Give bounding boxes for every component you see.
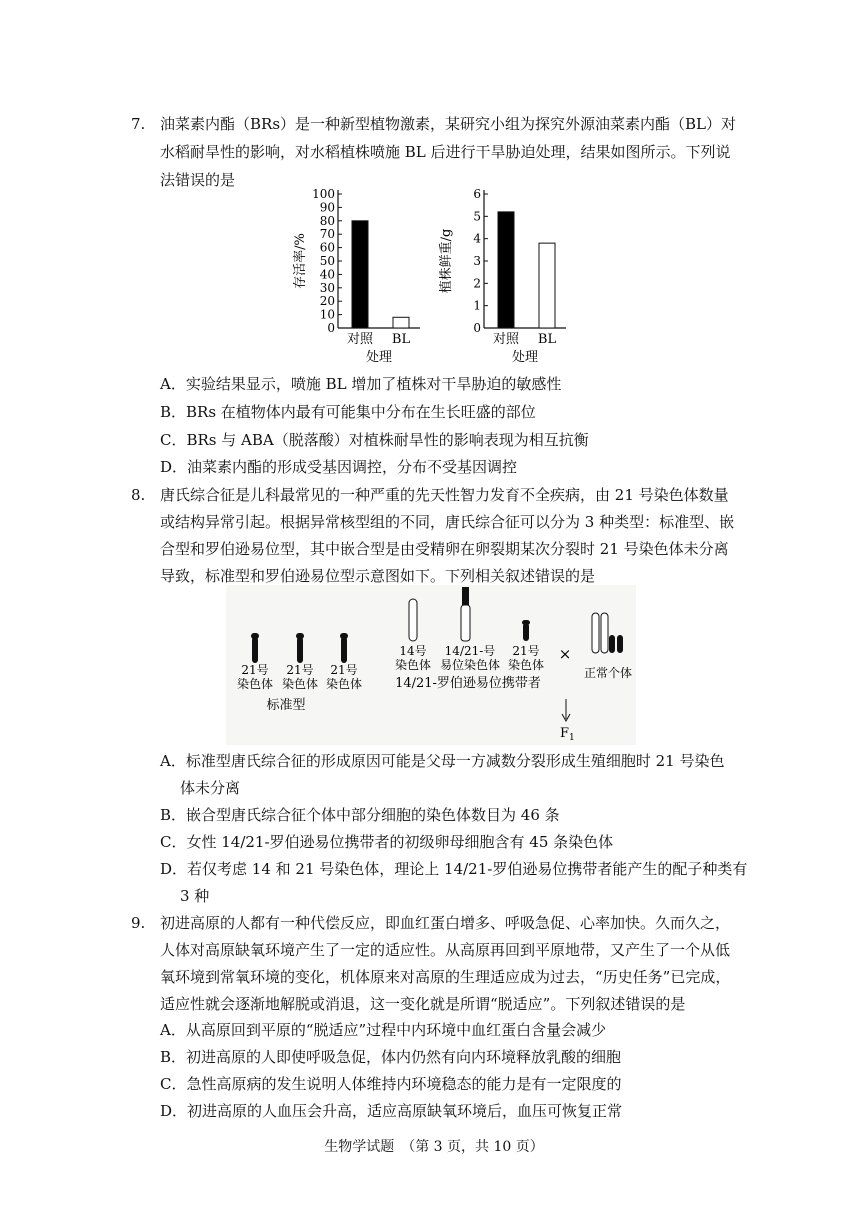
chr21-label: 染色体	[507, 658, 545, 672]
y-tick-label: 6	[473, 187, 481, 201]
f1-label: $F_1$	[560, 726, 575, 743]
fresh-weight-chart	[432, 186, 582, 370]
chr1421-label: 易位染色体	[439, 658, 501, 672]
question-9-stem-line: 人体对高原缺氧环境产生了一定的适应性。从高原再回到平原地带，又产生了一个从低	[160, 941, 731, 959]
chr14-label: 14号	[399, 644, 427, 658]
cross-symbol: ×	[558, 645, 572, 663]
karyotype-diagram	[226, 585, 636, 745]
category-label: 对照	[492, 332, 520, 347]
question-9-number: 9.	[131, 914, 146, 932]
x-axis-label: 处理	[365, 350, 393, 365]
question-9-stem-line: 适应性就会逐渐地解脱或消退，这一变化就是所谓“脱适应”。下列叙述错误的是	[160, 995, 686, 1013]
carrier-label: 14/21-罗伯逊易位携带者	[395, 676, 541, 691]
question-9-stem-line: 初进高原的人都有一种代偿反应，即血红蛋白增多、呼吸急促、心率加快。久而久之，	[160, 914, 731, 932]
chromosome-21	[296, 633, 304, 663]
normal-individual-label: 正常个体	[583, 666, 633, 680]
y-tick-label: 100	[312, 187, 335, 201]
question-8-stem-line: 或结构异常引起。根据异常核型组的不同，唐氏综合征可以分为 3 种类型：标准型、嵌	[160, 513, 735, 531]
y-tick-label: 60	[319, 240, 335, 255]
y-tick-label: 3	[473, 254, 481, 268]
y-tick-label: 4	[473, 231, 481, 246]
question-8-stem-line: 导致，标准型和罗伯逊易位型示意图如下。下列相关叙述错误的是	[160, 567, 596, 585]
question-8-stem-line: 唐氏综合征是儿科最常见的一种严重的先天性智力发育不全疾病，由 21 号染色体数量	[160, 486, 729, 504]
question-7-stem-line: 油菜素内酯（BRs）是一种新型植物激素，某研究小组为探究外源油菜素内酯（BL）对	[160, 115, 737, 133]
survival-rate-chart	[286, 186, 436, 370]
y-tick-label: 0	[473, 321, 481, 335]
y-tick-label: 1	[473, 298, 481, 313]
question-8-option-a: A．标准型唐氏综合征的形成原因可能是父母一方减数分裂形成生殖细胞时 21 号染色	[160, 752, 725, 770]
chr21-label: 21号	[330, 663, 358, 677]
chr21-label: 21号	[241, 663, 269, 677]
y-axis-label: 存活率/%	[293, 233, 308, 289]
question-8-option-a-cont: 体未分离	[180, 779, 241, 797]
question-8-option-d-cont: 3 种	[180, 887, 210, 905]
y-tick-label: 70	[319, 227, 335, 242]
question-7-option-a: A．实验结果显示，喷施 BL 增加了植株对干旱胁迫的敏感性	[160, 375, 562, 393]
question-9-option-d: D．初进高原的人血压会升高，适应高原缺氧环境后，血压可恢复正常	[160, 1102, 623, 1120]
translocation-chromosome-14-21	[461, 587, 470, 641]
x-axis-label: 处理	[511, 350, 539, 365]
y-tick-label: 50	[319, 254, 335, 268]
page-footer: 生物学试题 （第 3 页，共 10 页）	[324, 1139, 544, 1155]
y-tick-label: 2	[473, 276, 481, 291]
chr1421-label: 14/21-号	[444, 644, 496, 658]
chr21-label: 染色体	[236, 677, 274, 691]
y-axis-label: 植株鲜重/g	[439, 228, 454, 294]
y-tick-label: 30	[319, 280, 335, 295]
question-8-number: 8.	[131, 486, 146, 504]
bar	[352, 221, 368, 328]
standard-type-label: 标准型	[266, 698, 306, 713]
question-8-option-c: C．女性 14/21-罗伯逊易位携带者的初级卵母细胞含有 45 条染色体	[160, 833, 614, 851]
question-7-stem-line: 法错误的是	[160, 171, 236, 189]
question-8-option-b: B．嵌合型唐氏综合征个体中部分细胞的染色体数目为 46 条	[160, 806, 560, 824]
bar	[393, 317, 409, 328]
y-tick-label: 40	[319, 267, 335, 282]
y-tick-label: 10	[319, 307, 335, 322]
chromosome-21	[522, 620, 530, 641]
question-7-option-c: C．BRs 与 ABA（脱落酸）对植株耐旱性的影响表现为相互抗衡	[160, 431, 589, 449]
y-tick-label: 20	[319, 294, 335, 309]
y-tick-label: 5	[473, 209, 481, 224]
question-7-stem-line: 水稻耐旱性的影响，对水稻植株喷施 BL 后进行干旱胁迫处理，结果如图所示。下列说	[160, 143, 731, 161]
question-8-option-d: D．若仅考虑 14 和 21 号染色体，理论上 14/21-罗伯逊易位携带者能产生的配子种类有	[160, 860, 748, 878]
category-label: 对照	[346, 332, 374, 347]
question-9-option-a: A．从高原回到平原的“脱适应”过程中内环境中血红蛋白含量会减少	[160, 1021, 607, 1039]
chr21-label: 21号	[286, 663, 314, 677]
question-9-option-b: B．初进高原的人即使呼吸急促，体内仍然有向内环境释放乳酸的细胞	[160, 1048, 622, 1066]
y-tick-label: 90	[319, 200, 335, 215]
chromosome-21	[251, 633, 259, 663]
y-tick-label: 0	[327, 321, 335, 335]
question-7-option-b: B．BRs 在植物体内最有可能集中分布在生长旺盛的部位	[160, 403, 536, 421]
chr21-label: 染色体	[325, 677, 363, 691]
y-tick-label: 80	[319, 213, 335, 228]
question-9-option-c: C．急性高原病的发生说明人体维持内环境稳态的能力是有一定限度的	[160, 1075, 622, 1093]
question-7-number: 7.	[131, 115, 146, 133]
question-9-stem-line: 氧环境到常氧环境的变化，机体原来对高原的生理适应成为过去，“历史任务”已完成，	[160, 968, 731, 986]
chromosome-21	[340, 633, 348, 663]
bar	[498, 212, 514, 328]
question-8-stem-line: 合型和罗伯逊易位型，其中嵌合型是由受精卵在卵裂期某次分裂时 21 号染色体未分离	[160, 540, 729, 558]
chr21-label: 染色体	[281, 677, 319, 691]
category-label: BL	[391, 332, 411, 347]
chromosome-14	[409, 599, 417, 641]
chr14-label: 染色体	[394, 658, 432, 672]
bar	[539, 243, 555, 328]
category-label: BL	[537, 332, 557, 347]
question-7-option-d: D．油菜素内酯的形成受基因调控，分布不受基因调控	[160, 458, 518, 476]
chr21-label: 21号	[512, 644, 540, 658]
